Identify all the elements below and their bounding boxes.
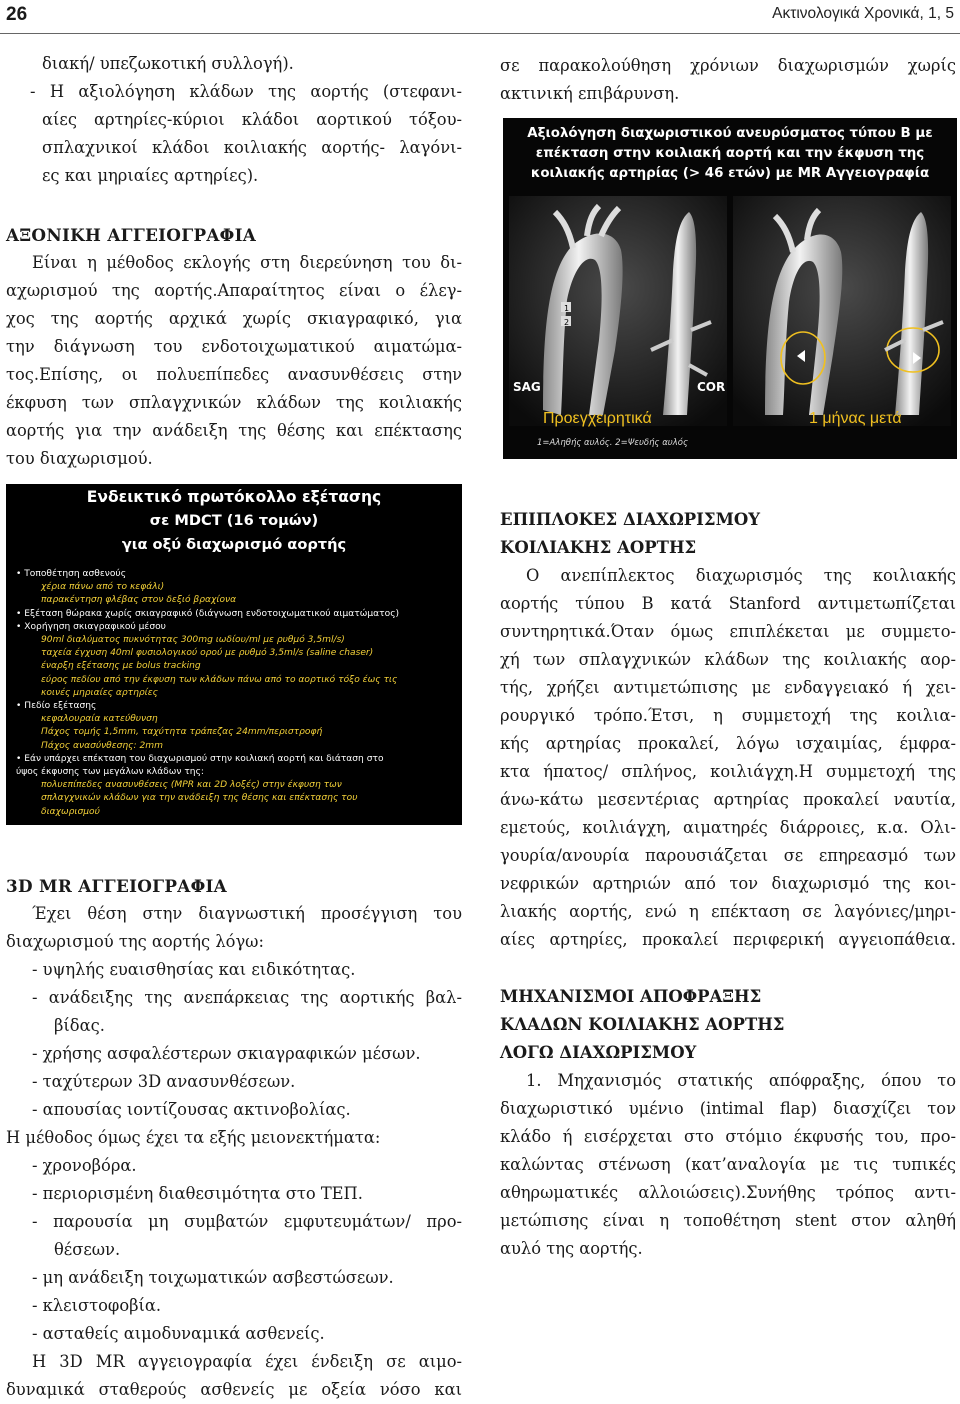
right-top-block	[500, 52, 956, 108]
text-line: δυναμικά σταθερούς ασθενείς με οξεία νόσο και	[6, 1380, 462, 1399]
protocol-row: παρακέντηση φλέβας στον δεξιό βραχίονα	[41, 595, 237, 606]
text-line: αορτής για την ανάδειξη της θέσης και επέκτασης	[6, 421, 462, 440]
protocol-row: • Πεδίο εξέτασης	[16, 701, 97, 712]
protocol-row: σπλαγχνικών κλάδων για την ανάδειξη της θέσης και επέκτασης του	[41, 793, 358, 804]
true-lumen-marker: 1	[564, 304, 570, 313]
figure-title: Ενδεικτικό πρωτόκολλο εξέτασης	[86, 488, 382, 506]
page-number: 26	[6, 4, 28, 25]
protocol-row: 90ml διαλύματος πυκνότητας 300mg ιωδίου/ml με ρυθμό 3,5ml/s)	[41, 635, 345, 646]
sag-label: SAG	[513, 380, 541, 394]
text-line: καλώντας στένωση (κατ’αναλογία με τις τυπικές	[500, 1155, 956, 1174]
section-heading: ΚΟΙΛΙΑΚΗΣ ΑΟΡΤΗΣ	[500, 538, 697, 557]
text-line: κτα ήπατος/ σπλήνος, κοιλιάγχη.Η συμμετοχή της	[500, 762, 956, 781]
protocol-row: ταχεία έγχυση 40ml φυσιολογικού ορού με ρυθμό 3,5ml/s (saline chaser)	[41, 648, 374, 659]
protocol-row: • Εξέταση θώρακα χωρίς σκιαγραφικό (διάγνωση ενδοτοιχωματικού αιματώματος)	[16, 608, 400, 619]
list-item: - υψηλής ευαισθησίας και ειδικότητας.	[32, 960, 356, 979]
left-intro-block	[30, 50, 462, 190]
cor-label: COR	[697, 380, 726, 394]
text-line: διαχωρισμού της αορτής λόγω:	[6, 932, 264, 951]
axial-angiography-section	[6, 221, 462, 473]
mr-angiography-section	[6, 872, 462, 1404]
text-line: άνω-κάτω μεσεντέριας αρτηρίας προκαλεί ναυτία,	[500, 790, 956, 809]
text-line: την διάγνωση του ενδοτοιχωματικού αιματώμα-	[6, 337, 462, 356]
text-line: αθηρωματικές αλλοιώσεις).Συνήθης τρόπος αντι-	[500, 1183, 956, 1202]
protocol-row: Πάχος ανασύνθεσης: 2mm	[41, 740, 163, 751]
text-line: τος.Επίσης, οι πολυεπίπεδες ανασυνθέσεις στην	[6, 365, 462, 384]
figure-title	[503, 124, 957, 184]
text-line: μετώπισης είναι η τοποθέτηση stent στον αληθή	[500, 1211, 956, 1230]
text-line: Είναι η μέθοδος εκλογής στη διερεύνηση του δι-	[32, 253, 462, 272]
protocol-row: χέρια πάνω από το κεφάλι)	[41, 582, 165, 593]
text-line: νεφρικών αρτηριών από τον διαχωρισμό της κοι-	[500, 874, 956, 893]
text-line: του διαχωρισμού.	[6, 449, 153, 468]
text-line: λιακής αορτής, ενώ η επέκταση σε λαγόνιες/μηρι-	[500, 902, 956, 921]
list-item: - μη ανάδειξη τοιχωματικών ασβεστώσεων.	[32, 1268, 394, 1287]
text-line: χος της αορτής αρχικά χωρίς σκιαγραφικό, για	[6, 309, 462, 328]
text-line: - Η αξιολόγηση κλάδων της αορτής (στεφανι-	[30, 82, 462, 101]
text-line: διαχωριστικό υμένιο (intimal flap) διασχίζει τον	[500, 1099, 956, 1118]
text-line: σε παρακολούθηση χρόνιων διαχωρισμών χωρίς	[500, 56, 956, 75]
protocol-row: • Εάν υπάρχει επέκταση του διαχωρισμού στην κοιλιακή αορτή και διάταση στο	[16, 753, 384, 764]
list-item: - περιορισμένη διαθεσιμότητα στο ΤΕΠ.	[32, 1184, 363, 1203]
text-line: ες και μηριαίες αρτηρίες).	[42, 166, 259, 185]
text-line: αχωρισμού της αορτής.Απαραίτητος είναι ο έλεγ-	[6, 281, 462, 300]
section-heading: ΛΟΓΩ ΔΙΑΧΩΡΙΣΜΟΥ	[500, 1043, 697, 1062]
list-item: βίδας.	[54, 1016, 105, 1035]
figure-footnote: 1=Αληθής αυλός. 2=Ψευδής αυλός	[537, 438, 688, 448]
figure-title-line: Αξιολόγηση διαχωριστικού ανευρύσματος τύπου Β με	[527, 126, 933, 141]
section-heading: ΜΗΧΑΝΙΣΜΟΙ ΑΠΟΦΡΑΞΗΣ	[500, 987, 762, 1006]
figure-title: για οξύ διαχωρισμό αορτής	[121, 536, 347, 553]
list-item: - ταχύτερων 3D ανασυνθέσεων.	[32, 1072, 296, 1091]
mechanisms-section	[500, 983, 956, 1263]
section-heading: ΕΠΙΠΛΟΚΕΣ ΔΙΑΧΩΡΙΣΜΟΥ	[500, 510, 760, 529]
text-line: τής, χρήζει αντιμετώπισης με ενδαγγειακό ή χει-	[500, 678, 956, 697]
list-item: θέσεων.	[54, 1240, 121, 1259]
text-line: χή των σπλαγχνικών κλάδων της κοιλιακής αορ-	[500, 650, 956, 669]
protocol-row: ύψος έκφυσης των μεγάλων κλάδων της:	[16, 767, 204, 778]
text-line: γουρία/ανουρία παρουσιάζεται σε επηρεασμό των	[500, 846, 956, 865]
text-line: κής αρτηρίας προκαλεί, λόγω ισχαιμίας, έμφρα-	[500, 734, 956, 753]
text-line: αυλό της αορτής.	[500, 1239, 643, 1258]
text-line: Η μέθοδος όμως έχει τα εξής μειονεκτήματα:	[6, 1128, 381, 1147]
list-item: - χρήσης ασφαλέστερων σκιαγραφικών μέσων.	[32, 1044, 421, 1063]
protocol-row: Πάχος τομής 1,5mm, ταχύτητα τράπεζας 24mm/περιστροφή	[41, 727, 323, 738]
text-line: διακή/ υπεζωκοτική συλλογή).	[42, 54, 294, 73]
figure-title: σε MDCT (16 τομών)	[149, 512, 319, 529]
protocol-row: κοινές μηριαίες αρτηρίες	[41, 687, 158, 698]
complications-section	[500, 506, 956, 954]
postop-label: 1 μήνας μετά	[809, 410, 902, 427]
section-heading: ΑΞΟΝΙΚΗ ΑΓΓΕΙΟΓΡΑΦΙΑ	[6, 225, 257, 245]
text-line: συντηρητικά.Όταν όμως επιπλέκεται με συμμετο-	[500, 622, 956, 641]
header-rule	[0, 33, 960, 34]
text-line: εμετούς, κοιλιάγχη, αιματηρές διάρροιες, κ.α. Ολι-	[500, 818, 956, 837]
text-line: αίες αρτηρίες, προκαλεί περιφερική αγγειοπάθεια.	[500, 930, 956, 949]
protocol-list	[16, 568, 460, 819]
preop-label: Προεγχειρητικά	[543, 410, 652, 427]
text-line: αορτής τύπου Β κατά Stanford αντιμετωπίζεται	[500, 594, 956, 613]
list-item: - ασταθείς αιμοδυναμικά ασθενείς.	[32, 1324, 325, 1343]
protocol-row: • Χορήγηση σκιαγραφικού μέσου	[16, 621, 166, 632]
text-line: Η 3D MR αγγειογραφία έχει ένδειξη σε αιμο-	[32, 1352, 462, 1371]
protocol-row: πολυεπίπεδες ανασυνθέσεις (MPR και 2D λοξές) στην έκφυση των	[41, 780, 342, 791]
list-item: - απουσίας ιοντίζουσας ακτινοβολίας.	[32, 1100, 351, 1119]
text-line: 1. Μηχανισμός στατικής απόφραξης, όπου το	[526, 1071, 956, 1090]
text-line: Ο ανεπίπλεκτος διαχωρισμός της κοιλιακής	[526, 566, 956, 585]
mdct-protocol-figure	[6, 484, 462, 825]
list-item: - ανάδειξης της ανεπάρκειας της αορτικής βαλ-	[32, 988, 462, 1007]
figure-title-line: κοιλιακής αρτηρίας (> 46 ετών) με MR Αγγειογραφία	[530, 166, 930, 181]
list-item: - χρονοβόρα.	[32, 1156, 137, 1175]
protocol-row: εύρος πεδίου από την έκφυση των κλάδων πάνω από το αορτικό τόξο έως τις	[41, 674, 398, 685]
journal-title: Ακτινολογικά Χρονικά, 1, 5	[772, 5, 954, 22]
text-line: ακτινική επιβάρυνση.	[500, 84, 680, 103]
text-line: αίες αρτηρίες-κύριοι κλάδοι αορτικού τόξου-	[42, 110, 462, 129]
protocol-row: κεφαλουραία κατεύθυνση	[41, 714, 158, 725]
text-line: σπλαχνικοί κλάδοι κοιλιακής αορτής- λαγόνι-	[42, 138, 462, 157]
text-line: κλάδο ή εισέρχεται στο στόμιο έκφυσής του, προ-	[500, 1127, 956, 1146]
mra-dissection-figure	[503, 118, 957, 459]
text-line: ρουργικό τρόπο.Έτσι, η συμμετοχή της κοιλια-	[500, 706, 956, 725]
figure-title-line: επέκταση στην κοιλιακή αορτή και την έκφυση της	[535, 146, 925, 161]
text-line: Έχει θέση στην διαγνωστική προσέγγιση του	[32, 904, 462, 923]
text-line: έκφυση των σπλαγχνικών κλάδων της κοιλιακής	[6, 393, 462, 412]
section-heading: ΚΛΑΔΩΝ ΚΟΙΛΙΑΚΗΣ ΑΟΡΤΗΣ	[500, 1015, 785, 1034]
protocol-row: • Τοποθέτηση ασθενούς	[16, 569, 127, 579]
list-item: - κλειστοφοβία.	[32, 1296, 162, 1315]
list-item: - παρουσία μη συμβατών εμφυτευμάτων/ προ-	[32, 1212, 462, 1231]
false-lumen-marker: 2	[564, 318, 570, 327]
protocol-row: έναρξη εξέτασης με bolus tracking	[41, 661, 201, 672]
protocol-row: διαχωρισμού	[41, 806, 100, 817]
section-heading: 3D MR ΑΓΓΕΙΟΓΡΑΦΙΑ	[6, 876, 227, 896]
